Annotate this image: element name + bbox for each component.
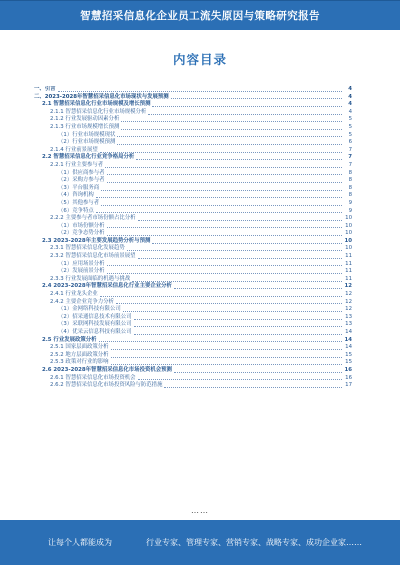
toc-entry[interactable] bbox=[34, 283, 352, 291]
toc-entry-page: 11 bbox=[345, 260, 352, 267]
toc-entry-text: （1）市场份额分析 bbox=[58, 222, 105, 229]
toc-entry-text: 2.1 智慧招采信息化行业市场规模及增长预测 bbox=[42, 101, 151, 108]
toc-entry-text: 2.4.2 主要企业竞争力分析 bbox=[50, 298, 114, 305]
page-footer bbox=[0, 520, 400, 565]
footer-slogan-left: 让每个人都能成为 bbox=[48, 538, 112, 547]
toc-entry-page: 8 bbox=[348, 184, 352, 191]
toc-entry-text: 2.6.1 智慧招采信息化市场投资机会 bbox=[50, 374, 136, 381]
toc-entry-page: 14 bbox=[344, 336, 352, 343]
toc-entry-page: 12 bbox=[345, 291, 352, 298]
toc-dot-leader bbox=[164, 387, 342, 388]
toc-entry[interactable] bbox=[34, 170, 352, 178]
toc-dot-leader bbox=[174, 372, 342, 373]
toc-entry[interactable] bbox=[34, 162, 352, 170]
toc-entry[interactable] bbox=[34, 230, 352, 238]
toc-entry-text: 2.1.3 行业市场规模增长预测 bbox=[50, 123, 120, 130]
toc-entry-page: 4 bbox=[348, 101, 352, 108]
toc-entry[interactable] bbox=[34, 291, 352, 299]
toc-entry[interactable] bbox=[34, 101, 352, 109]
toc-dot-leader bbox=[96, 197, 342, 198]
toc-dot-leader bbox=[111, 349, 342, 350]
toc-entry-page: 16 bbox=[345, 374, 352, 381]
toc-entry-text: 2.5 行业发展政策分析 bbox=[42, 336, 97, 343]
toc-entry-text: 2.2.2 主要参与者市场份额占比分析 bbox=[50, 215, 136, 222]
toc-entry-text: 一、引言 bbox=[34, 86, 56, 92]
toc-entry[interactable] bbox=[34, 177, 352, 185]
toc-dot-leader bbox=[138, 220, 342, 221]
toc-entry[interactable] bbox=[34, 245, 352, 253]
toc-entry-text: 2.1.1 智慧招采信息化行业市场规模分析 bbox=[50, 108, 147, 115]
toc-entry-text: （4）优采云信息科技有限公司 bbox=[58, 329, 132, 335]
toc-entry[interactable] bbox=[34, 116, 352, 124]
toc-entry[interactable] bbox=[34, 200, 352, 208]
toc-entry[interactable] bbox=[34, 253, 352, 261]
toc-dot-leader bbox=[152, 243, 342, 244]
toc-entry-text: （2）行业市场规模预测 bbox=[58, 139, 116, 146]
toc-dot-leader bbox=[123, 311, 342, 312]
toc-dot-leader bbox=[132, 281, 342, 282]
toc-dot-leader bbox=[111, 364, 342, 365]
toc-entry-text: （1）金网络科技有限公司 bbox=[58, 306, 121, 313]
toc-entry[interactable] bbox=[34, 139, 352, 147]
toc-entry-text: 2.3.1 智慧招采信息化发展趋势 bbox=[50, 245, 125, 252]
toc-dot-leader bbox=[116, 303, 342, 304]
toc-dot-leader bbox=[107, 235, 342, 236]
toc-entry-page: 12 bbox=[345, 306, 352, 313]
toc-dot-leader bbox=[127, 250, 342, 251]
toc-entry-page: 7 bbox=[348, 146, 352, 153]
toc-entry-text: 2.3.3 行业发展面临的机遇与挑战 bbox=[50, 275, 131, 282]
toc-entry-text: 二、2023-2028年智慧招采信息化市场现状与发展预测 bbox=[34, 93, 169, 100]
toc-entry-page: 5 bbox=[348, 116, 352, 123]
toc-entry-page: 16 bbox=[344, 366, 352, 373]
toc-dot-leader bbox=[136, 159, 342, 160]
toc-entry[interactable] bbox=[34, 344, 352, 352]
toc-entry-page: 11 bbox=[345, 275, 352, 282]
toc-entry[interactable] bbox=[34, 268, 352, 276]
toc-dot-leader bbox=[100, 152, 342, 153]
toc-entry-text: 2.4.1 行业龙头企业 bbox=[50, 291, 98, 298]
toc-entry-text: 2.1.4 行业前景展望 bbox=[50, 146, 98, 153]
toc-entry[interactable] bbox=[34, 208, 352, 216]
toc-entry-page: 10 bbox=[345, 222, 352, 229]
toc-dot-leader bbox=[96, 212, 342, 213]
toc-entry-text: 2.3 2023-2028年主要发展趋势分析与预测 bbox=[42, 237, 151, 244]
toc-entry[interactable] bbox=[34, 306, 352, 314]
toc-entry-text: （1）应用场景分析 bbox=[58, 260, 105, 267]
toc-entry-page: 15 bbox=[345, 351, 352, 358]
toc-entry-text: 2.2.1 行业主要参与者 bbox=[50, 161, 104, 168]
toc-entry[interactable] bbox=[34, 86, 352, 94]
toc-entry-page: 14 bbox=[345, 329, 352, 335]
toc-entry[interactable] bbox=[34, 367, 352, 375]
toc-entry-text: （1）供应商参与者 bbox=[58, 169, 105, 176]
toc-dot-leader bbox=[111, 357, 342, 358]
page-header bbox=[0, 0, 400, 30]
toc-entry-page: 4 bbox=[348, 108, 352, 115]
toc-entry-page: 13 bbox=[345, 321, 352, 328]
footer-slogan-right: 行业专家、管理专家、营销专家、战略专家、成功企业家…… bbox=[146, 538, 362, 547]
toc-entry-page: 10 bbox=[344, 237, 352, 244]
toc-entry-page: 10 bbox=[345, 230, 352, 237]
toc-continuation: …… bbox=[191, 506, 209, 515]
toc-entry[interactable] bbox=[34, 124, 352, 132]
toc-dot-leader bbox=[174, 288, 342, 289]
toc-dot-leader bbox=[101, 190, 342, 191]
toc-entry-text: （3）采联网科技发展有限公司 bbox=[58, 321, 132, 328]
toc-entry-text: （2）发展前景分析 bbox=[58, 268, 105, 275]
toc-entry-text: 2.5.3 政策对行业的影响 bbox=[50, 359, 109, 366]
toc-entry-page: 11 bbox=[345, 268, 352, 275]
toc-entry-text: 2.5.2 地方层面政策分析 bbox=[50, 351, 109, 358]
toc-entry-text: （1）行业市场规模现状 bbox=[58, 131, 116, 138]
toc-entry-page: 7 bbox=[348, 161, 352, 168]
toc-entry-text: （2）招采通信息技术有限公司 bbox=[58, 313, 132, 320]
toc-entry-page: 17 bbox=[345, 382, 352, 389]
toc-dot-leader bbox=[107, 227, 342, 228]
toc-entry-page: 4 bbox=[348, 93, 352, 100]
toc-dot-leader bbox=[138, 258, 342, 259]
toc-entry-page: 6 bbox=[348, 139, 352, 146]
toc-entry-text: 2.6.2 智慧招采信息化市场投资风险与防范措施 bbox=[50, 382, 163, 389]
toc-title: 内容目录 bbox=[172, 52, 227, 67]
toc-entry-page: 14 bbox=[345, 344, 352, 351]
toc-dot-leader bbox=[117, 136, 342, 137]
toc-entry-page: 10 bbox=[345, 215, 352, 222]
toc-dot-leader bbox=[105, 167, 342, 168]
toc-entry[interactable] bbox=[34, 329, 352, 337]
toc-entry-page: 11 bbox=[345, 253, 352, 260]
toc-entry-page: 5 bbox=[348, 131, 352, 138]
toc-entry-text: （2）采购方参与者 bbox=[58, 177, 105, 184]
toc-entry[interactable] bbox=[34, 382, 352, 390]
toc-entry-page: 12 bbox=[344, 283, 352, 290]
toc-entry-page: 5 bbox=[348, 123, 352, 130]
toc-dot-leader bbox=[171, 98, 342, 99]
toc-dot-leader bbox=[121, 121, 342, 122]
header-title: 智慧招采信息化企业员工流失原因与策略研究报告 bbox=[80, 9, 320, 22]
toc-dot-leader bbox=[121, 129, 342, 130]
toc-dot-leader bbox=[134, 319, 342, 320]
toc-entry-page: 12 bbox=[345, 298, 352, 305]
toc-dot-leader bbox=[107, 265, 342, 266]
toc-entry-text: （5）其他参与者 bbox=[58, 199, 100, 206]
toc-entry-text: （3）平台服务商 bbox=[58, 184, 100, 191]
toc-entry-page: 7 bbox=[348, 154, 352, 161]
toc-entry[interactable] bbox=[34, 192, 352, 200]
table-of-contents bbox=[34, 86, 352, 506]
toc-entry-text: 2.1.2 行业发展驱动因素分析 bbox=[50, 116, 120, 123]
toc-dot-leader bbox=[58, 91, 342, 92]
toc-dot-leader bbox=[134, 326, 342, 327]
toc-entry-page: 9 bbox=[348, 207, 352, 214]
toc-entry-page: 13 bbox=[345, 313, 352, 320]
toc-dot-leader bbox=[117, 144, 342, 145]
toc-entry-text: （2）竞争态势分析 bbox=[58, 230, 105, 237]
toc-entry-page: 9 bbox=[348, 199, 352, 206]
toc-dot-leader bbox=[152, 106, 342, 107]
toc-dot-leader bbox=[148, 114, 342, 115]
toc-dot-leader bbox=[138, 379, 342, 380]
toc-entry-text: 2.4 2023-2028年智慧招采信息化行业主要企业分析 bbox=[42, 283, 172, 290]
toc-entry-page: 8 bbox=[348, 177, 352, 184]
toc-dot-leader bbox=[100, 296, 342, 297]
toc-entry[interactable] bbox=[34, 215, 352, 223]
toc-dot-leader bbox=[101, 205, 342, 206]
toc-entry[interactable] bbox=[34, 359, 352, 367]
toc-entry-page: 15 bbox=[345, 359, 352, 366]
toc-entry-page: 4 bbox=[348, 86, 352, 92]
toc-dot-leader bbox=[107, 273, 342, 274]
toc-entry[interactable] bbox=[34, 321, 352, 329]
toc-dot-leader bbox=[134, 334, 342, 335]
toc-dot-leader bbox=[107, 182, 342, 183]
toc-entry[interactable] bbox=[34, 154, 352, 162]
toc-entry-text: 2.3.2 智慧招采信息化市场前景展望 bbox=[50, 253, 136, 260]
toc-entry-text: 2.6 2023-2028年智慧招采信息化市场投资机会预测 bbox=[42, 366, 172, 373]
toc-entry-text: （6）竞争特点 bbox=[58, 207, 94, 214]
toc-entry-page: 8 bbox=[348, 192, 352, 199]
toc-entry-page: 8 bbox=[348, 169, 352, 176]
toc-entry-text: 2.2 智慧招采信息化行业竞争格局分析 bbox=[42, 154, 135, 161]
toc-entry-page: 10 bbox=[345, 245, 352, 252]
toc-entry-text: （4）咨询机构 bbox=[58, 192, 94, 199]
toc-entry-text: 2.5.1 国家层面政策分析 bbox=[50, 344, 109, 351]
toc-dot-leader bbox=[107, 174, 342, 175]
toc-dot-leader bbox=[99, 341, 342, 342]
